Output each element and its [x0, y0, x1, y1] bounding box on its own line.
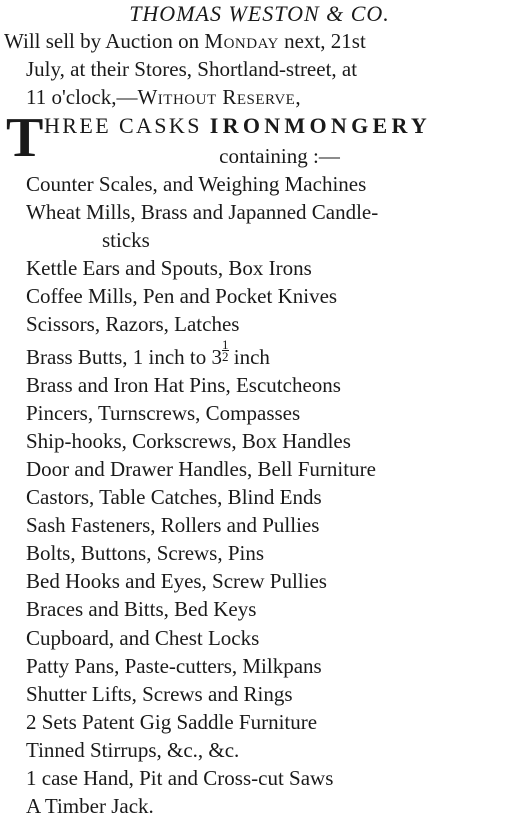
auctioneer-header: THOMAS WESTON & CO.	[129, 1, 390, 26]
list-item: Cupboard, and Chest Locks	[26, 625, 260, 650]
auction-intro	[4, 27, 519, 111]
intro-line-1-a: Will sell by Auction on	[4, 29, 205, 53]
headline-text	[44, 112, 431, 140]
intro-day: Monday	[204, 29, 279, 53]
containing-label: containing :—	[219, 144, 340, 168]
headline-part-2: IRONMONGERY	[209, 113, 432, 138]
list-item: Tinned Stirrups, &c., &c.	[26, 737, 240, 762]
list-item: Patty Pans, Paste-cutters, Milkpans	[26, 653, 322, 678]
intro-line-1-c: next, 21st	[278, 29, 366, 53]
list-item: 1 case Hand, Pit and Cross-cut Saws	[26, 765, 334, 790]
intro-line-1	[4, 27, 519, 55]
list-item: Shutter Lifts, Screws and Rings	[26, 681, 293, 706]
list-item: Brass and Iron Hat Pins, Escutcheons	[26, 372, 341, 397]
list-item-text: Brass Butts, 1 inch to 3	[26, 344, 223, 369]
list-item: Counter Scales, and Weighing Machines	[26, 172, 367, 196]
fraction-denominator: 2	[222, 348, 229, 364]
list-item: Wheat Mills, Brass and Japanned Candle-	[26, 200, 379, 225]
intro-line-3	[4, 83, 519, 111]
list-item: Bolts, Buttons, Screws, Pins	[26, 541, 265, 566]
fraction-suffix: inch	[228, 344, 270, 369]
list-item: 2 Sets Patent Gig Saddle Furniture	[26, 709, 318, 734]
list-item: Braces and Bitts, Bed Keys	[26, 597, 257, 622]
list-item: Castors, Table Catches, Blind Ends	[26, 485, 322, 510]
intro-line-2: July, at their Stores, Shortland-street, at	[26, 57, 358, 81]
drop-cap: T	[6, 107, 44, 169]
list-item: Ship-hooks, Corkscrews, Box Handles	[26, 428, 351, 453]
list-item-continuation: sticks	[102, 228, 150, 253]
intro-time: 11 o'clock,—	[26, 85, 138, 109]
list-item: A Timber Jack.	[26, 794, 154, 819]
list-item	[26, 336, 516, 371]
list-item: Door and Drawer Handles, Bell Furniture	[26, 456, 376, 481]
item-list	[26, 170, 516, 820]
headline-part-1: HREE CASKS	[44, 113, 210, 138]
list-item: Kettle Ears and Spouts, Box Irons	[26, 256, 312, 281]
list-item: Sash Fasteners, Rollers and Pullies	[26, 513, 320, 538]
list-item: Pincers, Turnscrews, Compasses	[26, 400, 301, 425]
list-item: Coffee Mills, Pen and Pocket Knives	[26, 284, 338, 309]
list-item: Scissors, Razors, Latches	[26, 312, 240, 337]
fraction-numerator: 1	[222, 336, 229, 352]
list-item: Bed Hooks and Eyes, Screw Pullies	[26, 569, 327, 594]
intro-without-reserve: Without Reserve,	[137, 85, 302, 109]
